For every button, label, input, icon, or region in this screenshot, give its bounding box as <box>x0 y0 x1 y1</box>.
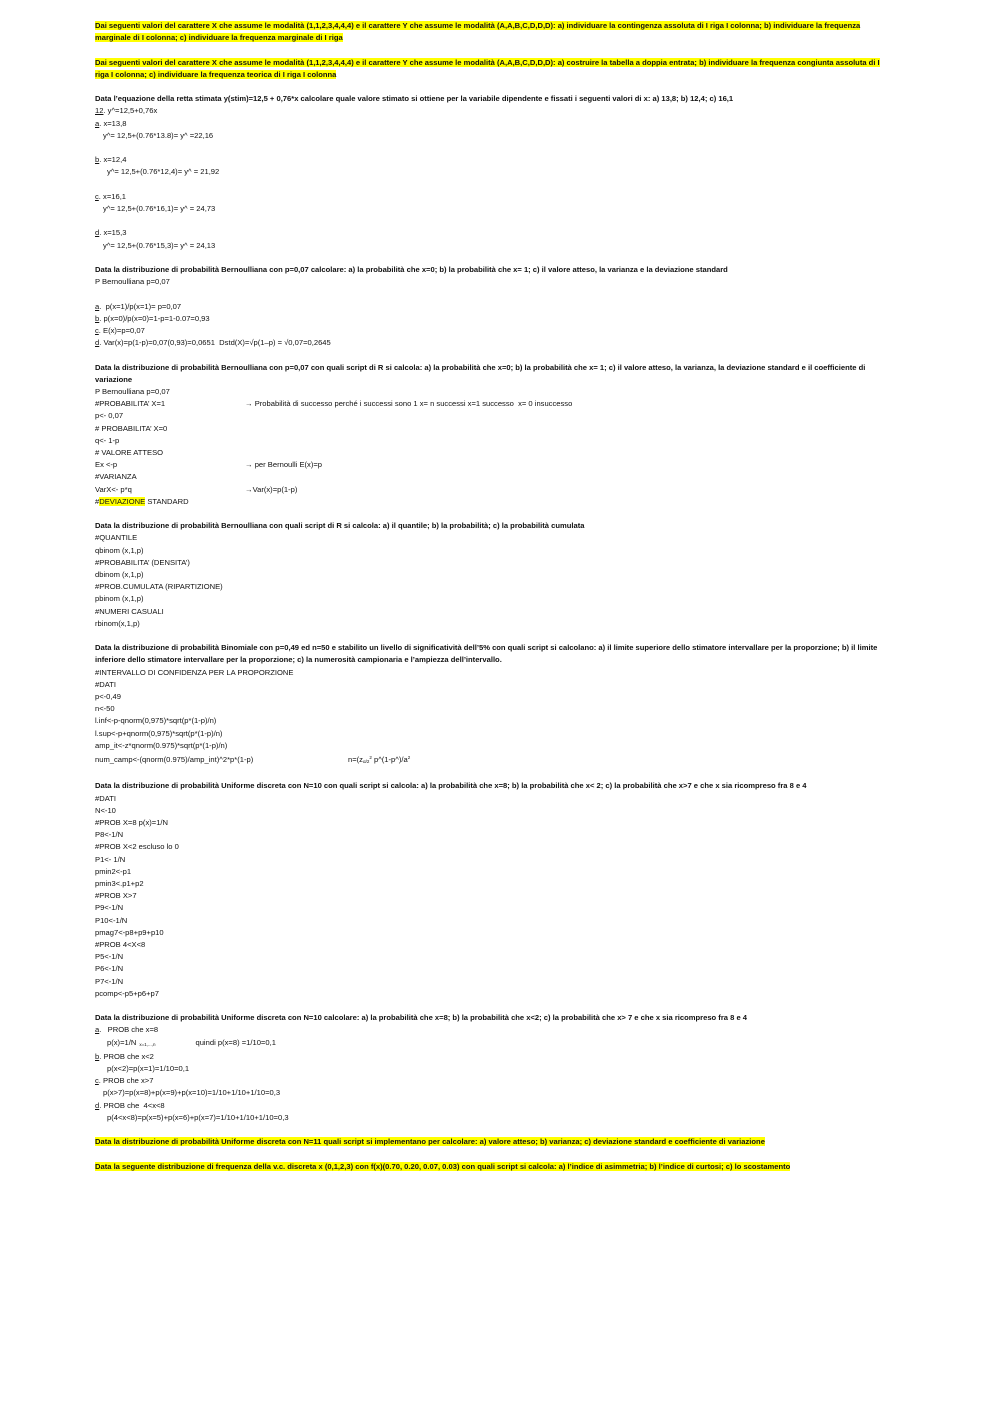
code-line: #INTERVALLO DI CONFIDENZA PER LA PROPORZIONE <box>95 667 294 677</box>
question-10: Data la distribuzione di probabilità Uniforme discreta con N=11 quali script si implementano per calcolare: a) valore atteso; b) varianza; c) deviazione standard e coefficiente di variazione <box>95 1137 765 1147</box>
answer-line: d. Var(x)=p(1-p)=0,07(0,93)=0,0651 Dstd(X)=√p(1–p) = √0,07=0,2645 <box>95 338 331 348</box>
answer-line: a. x=13,8 <box>95 118 127 128</box>
answer-line: b. x=12,4 <box>95 155 127 165</box>
code-line: P7<-1/N <box>95 976 124 986</box>
code-line: #DEVIAZIONE STANDARD <box>95 496 189 506</box>
code-line: pmin3<.p1+p2 <box>95 879 144 889</box>
question-11: Data la seguente distribuzione di frequenza della v.c. discreta x (0,1,2,3) con f(x)(0.70, 0.20, 0.07, 0.03) con quali script si calcola: a) l’indice di asimmetria; b) l’indice di curtosi; c) lo scostamento <box>95 1161 791 1171</box>
code-line: P1<- 1/N <box>95 854 126 864</box>
code-line: N<-10 <box>95 805 116 815</box>
answer-line: b. p(x=0)/p(x=0)=1-p=1-0.07=0,93 <box>95 313 210 323</box>
answer-line: d. x=15,3 <box>95 228 127 238</box>
code-line: pbinom (x,1,p) <box>95 594 144 604</box>
code-line: #PROB 4<X<8 <box>95 940 146 950</box>
question-6: Data la distribuzione di probabilità Bernoulliana con quali script di R si calcola: a) il quantile; b) la probabilità; c) la probabilità cumulata <box>95 521 585 531</box>
code-line: n<-50 <box>95 704 115 714</box>
code-line: q<- 1-p <box>95 435 120 445</box>
code-line: qbinom (x,1,p) <box>95 545 144 555</box>
code-line: P8<-1/N <box>95 830 124 840</box>
code-line: rbinom(x,1,p) <box>95 618 140 628</box>
question-7: Data la distribuzione di probabilità Binomiale con p=0,49 ed n=50 e stabilito un livello di significatività dell’5% con quali script si calcolano: a) il limite superiore dello stimatore intervallare per la proporzione; b) il limite inferiore dello stimatore intervallare per la proporzione; c) la numerosità campionaria e l’ampiezza dell’intervallo. <box>95 643 878 665</box>
answer-line: a. PROB che x=8 <box>95 1025 159 1035</box>
answer-line: d. PROB che 4<x<8 <box>95 1100 165 1110</box>
code-line: pmin2<-p1 <box>95 866 132 876</box>
code-line: P5<-1/N <box>95 952 124 962</box>
answer-line: y^= 12,5+(0.76*12,4)= y^ = 21,92 <box>107 167 220 177</box>
code-line: dbinom (x,1,p) <box>95 570 144 579</box>
answer-line: c. PROB che x>7 <box>95 1076 154 1086</box>
answer-line: p(x)=1/N $_{x=1,...,n}$ quindi p(x=8) =1/10=0,1 <box>107 1037 276 1047</box>
question-1 <box>95 20 890 44</box>
code-line: amp_it<-z*qnorm(0.975)*sqrt(p*(1-p)/n) <box>95 740 228 750</box>
document-content <box>95 20 890 1173</box>
sample-size-formula: $n=(z_{\alpha/2}^2$ $p\^{}(1-p\^{})/a^2$ <box>348 755 411 765</box>
code-line: P6<-1/N <box>95 964 124 974</box>
answer-line: c. x=16,1 <box>95 191 127 201</box>
answer-line: y^= 12,5+(0.76*15,3)= y^ = 24,13 <box>103 240 216 250</box>
question-3: Data l’equazione della retta stimata y(stim)=12,5 + 0,76*x calcolare quale valore stimato si ottiene per la variabile dipendente e fissati i seguenti valori di x: a) 13,8; b) 12,4; c) 16,1 <box>95 94 734 104</box>
code-line: #PROBABILITA’ (DENSITA’) <box>95 557 190 567</box>
code-note: → Probabilità di successo perché i successi sono 1 x= n successi x=1 successo x= 0 insuccesso <box>245 399 573 409</box>
code-line: # PROBABILITA’ X=0 <box>95 423 168 433</box>
code-line: #VARIANZA <box>95 472 137 482</box>
code-note: →Var(x)=p(1-p) <box>245 484 298 494</box>
question-2 <box>95 57 890 81</box>
answer-line: b. PROB che x<2 <box>95 1051 154 1061</box>
answer-line: c. E(x)=p=0,07 <box>95 325 145 335</box>
question-4: Data la distribuzione di probabilità Bernoulliana con p=0,07 calcolare: a) la probabilità che x=0; b) la probabilità che x= 1; c) il valore atteso, la varianza e la deviazione standard <box>95 264 728 274</box>
code-line: P10<-1/N <box>95 915 128 925</box>
question-8: Data la distribuzione di probabilità Uniforme discreta con N=10 con quali script si calcola: a) la probabilità che x=8; b) la probabilità che x< 2; c) la probabilità che x>7 e che x sia ricompreso fra 8 e 4 <box>95 781 807 791</box>
code-line: num_camp<-(qnorm(0.975)/amp_int)^2*p*(1-p) $n=(z_{\alpha/2}^2$ $p\^{}(1-p\^{})/a^2$ <box>95 755 411 765</box>
code-line: P Bernoulliana p=0,07 <box>95 386 170 396</box>
code-line: #PROB X=8 p(x)=1/N <box>95 818 169 828</box>
answer-line: p(x>7)=p(x=8)+p(x=9)+p(x=10)=1/10+1/10+1/10=0,3 <box>103 1088 281 1098</box>
answer-line: p(4<x<8)=p(x=5)+p(x=6)+p(x=7)=1/10+1/10+1/10=0,3 <box>107 1112 289 1122</box>
code-line: #PROB X>7 <box>95 891 137 901</box>
code-line: P9<-1/N <box>95 903 124 913</box>
code-line: #PROB.CUMULATA (RIPARTIZIONE) <box>95 582 223 592</box>
code-line: p<-0,49 <box>95 692 121 702</box>
code-line: #DATI <box>95 679 116 689</box>
answer-line: a. p(x=1)/p(x=1)= p=0,07 <box>95 301 182 311</box>
code-line: l.sup<-p+qnorm(0,975)*sqrt(p*(1-p)/n) <box>95 728 223 738</box>
code-line: l.inf<-p-qnorm(0,975)*sqrt(p*(1-p)/n) <box>95 716 217 726</box>
answer-line: 12. y^=12,5+0,76x <box>95 106 158 116</box>
question-2-text: Dai seguenti valori del carattere X che assume le modalità (1,1,2,3,4,4,4) e il carattere Y che assume le modalità (A,A,B,C,D,D,D): a) costruire la tabella a doppia entrata; b) individuare la frequenza congiunta assoluta di I riga I colonna; c) individuare la frequenza teorica di I riga I colonna <box>95 57 880 79</box>
question-5: Data la distribuzione di probabilità Bernoulliana con p=0,07 con quali script di R si calcola: a) la probabilità che x=0; b) la probabilità che x= 1; c) il valore atteso, la varianza, la deviazione standard e il coefficiente di variazione <box>95 362 866 384</box>
code-line: #PROB X<2 escluso lo 0 <box>95 842 179 852</box>
code-line: #QUANTILE <box>95 533 138 543</box>
answer-line: p(x<2)=p(x=1)=1/10=0,1 <box>107 1064 190 1074</box>
code-line: pcomp<-p5+p6+p7 <box>95 988 159 998</box>
code-line: VarX<- p*q →Var(x)=p(1-p) <box>95 484 298 494</box>
code-line: # VALORE ATTESO <box>95 447 164 457</box>
question-9: Data la distribuzione di probabilità Uniforme discreta con N=10 calcolare: a) la probabilità che x=8; b) la probabilità che x<2; c) la probabilità che x> 7 e che x sia ricompreso fra 8 e 4 <box>95 1013 748 1023</box>
code-line: pmag7<-p8+p9+p10 <box>95 927 164 937</box>
code-note: → per Bernoulli E(x)=p <box>245 460 323 470</box>
code-line: Ex <-p → per Bernoulli E(x)=p <box>95 460 323 470</box>
answer-line: y^= 12,5+(0.76*16,1)= y^ = 24,73 <box>103 203 216 213</box>
answer-line: y^= 12,5+(0.76*13.8)= y^ =22,16 <box>103 130 214 140</box>
code-line: p<- 0,07 <box>95 411 124 421</box>
code-line: #PROBABILITA’ X=1 → Probabilità di successo perché i successi sono 1 x= n successi x=1 successo x= 0 insuccesso <box>95 399 573 409</box>
answer-line: P Bernoulliana p=0,07 <box>95 277 170 287</box>
code-line: #NUMERI CASUALI <box>95 606 164 616</box>
code-line: #DATI <box>95 793 116 803</box>
question-1-text: Dai seguenti valori del carattere X che assume le modalità (1,1,2,3,4,4,4) e il carattere Y che assume le modalità (A,A,B,C,D,D,D): a) individuare la contingenza assoluta di I riga I colonna; b) individuare la frequenza marginale di I colonna; c) individuare la frequenza marginale di I riga <box>95 21 861 43</box>
